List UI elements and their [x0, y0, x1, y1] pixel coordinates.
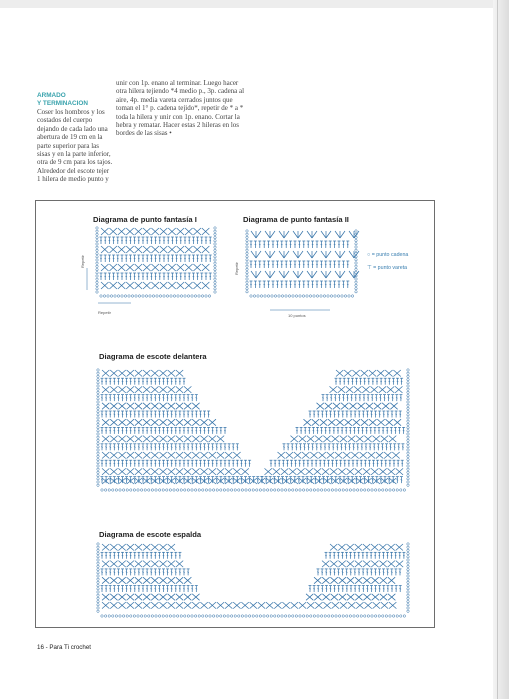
diagram-escote-delantera-stitches	[97, 369, 409, 491]
repeat-label-horizontal: Repetir	[98, 310, 111, 315]
legend-chain-label: = punto cadena	[371, 252, 409, 258]
diagram-fantasia-1-stitches	[87, 227, 216, 303]
diagram-title-escote-delantera: Diagrama de escote delantera	[99, 352, 207, 361]
repeat-label-vertical-2: Repetir	[234, 262, 239, 275]
diagram-escote-espalda-stitches	[97, 543, 409, 617]
legend-chain-icon: ○	[367, 252, 371, 258]
article-col1-text: Coser los hombros y los costados del cuerpo dejando de cada lado una abertura de 19 cm en la parte superior para las sisas y en la parte inferior, otra de 9 cm para los tajos. Alrededor del escote tejer 1 hilera de medio punto y	[37, 108, 113, 184]
article-col2-text: unir con 1p. enano al terminar. Luego hacer otra hilera tejiendo *4 medio p., 3p. cadena al aire, 4p. media vareta cerrados juntos que toman el 1° p. cadena tejido*, repetir de * a * toda la hilera y unir con 1p. enano. Cortar la hebra y rematar. Hacer estas 2 hileras en los bordes de las sisas •	[116, 79, 245, 138]
repeat-label-vertical: Repetir	[80, 255, 85, 268]
diagram-fantasia-2-stitches	[246, 230, 359, 310]
diagram-title-escote-espalda: Diagrama de escote espalda	[99, 530, 202, 539]
section-heading-line2: Y TERMINACION	[37, 100, 89, 107]
diagram-title-fantasia-2: Diagrama de punto fantasía II	[243, 215, 349, 224]
diagram-title-fantasia-1: Diagrama de punto fantasía I	[93, 215, 197, 224]
section-heading-line1: ARMADO	[37, 92, 66, 99]
ten-points-label: 10 puntos	[288, 313, 306, 318]
legend-treble-label: = punto vareta	[373, 265, 408, 271]
legend-treble-icon: ⊤	[367, 265, 372, 271]
page-folio: 16 - Para Ti crochet	[37, 644, 91, 651]
